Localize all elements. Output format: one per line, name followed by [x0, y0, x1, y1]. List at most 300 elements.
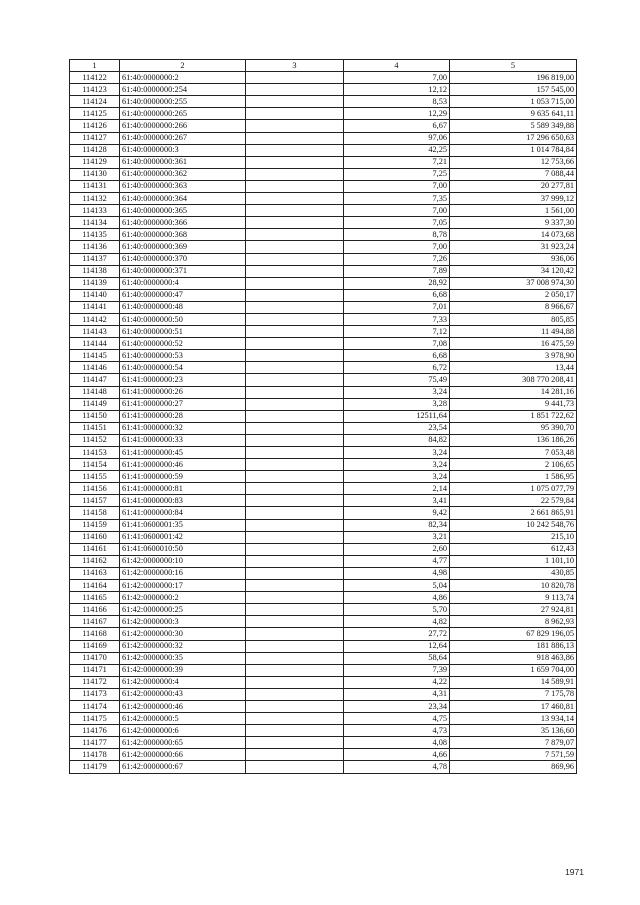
area-value-cell: 75,49	[344, 374, 450, 386]
table-row	[70, 217, 577, 229]
row-number-cell: 114145	[70, 350, 120, 362]
amount-value-cell: 2 106,65	[450, 459, 577, 471]
empty-cell	[246, 84, 344, 96]
empty-cell	[246, 132, 344, 144]
cadastral-number-cell: 61:40:0000000:53	[120, 350, 246, 362]
cadastral-number-cell: 61:40:0000000:364	[120, 193, 246, 205]
amount-value-cell: 2 661 865,91	[450, 507, 577, 519]
table-row	[70, 507, 577, 519]
header-col-5: 5	[450, 60, 577, 72]
empty-cell	[246, 700, 344, 712]
area-value-cell: 7,12	[344, 326, 450, 338]
area-value-cell: 7,35	[344, 193, 450, 205]
header-col-4: 4	[344, 60, 450, 72]
table-row	[70, 326, 577, 338]
amount-value-cell: 1 053 715,00	[450, 96, 577, 108]
area-value-cell: 6,67	[344, 120, 450, 132]
area-value-cell: 7,21	[344, 156, 450, 168]
area-value-cell: 4,22	[344, 676, 450, 688]
amount-value-cell: 215,10	[450, 531, 577, 543]
cadastral-number-cell: 61:40:0000000:362	[120, 168, 246, 180]
row-number-cell: 114174	[70, 700, 120, 712]
area-value-cell: 6,68	[344, 289, 450, 301]
area-value-cell: 5,04	[344, 580, 450, 592]
empty-cell	[246, 386, 344, 398]
area-value-cell: 7,01	[344, 301, 450, 313]
empty-cell	[246, 398, 344, 410]
area-value-cell: 27,72	[344, 628, 450, 640]
area-value-cell: 4,98	[344, 567, 450, 579]
table-row	[70, 338, 577, 350]
row-number-cell: 114159	[70, 519, 120, 531]
table-row	[70, 628, 577, 640]
amount-value-cell: 9 337,30	[450, 217, 577, 229]
cadastral-number-cell: 61:41:0000000:83	[120, 495, 246, 507]
table-row	[70, 531, 577, 543]
area-value-cell: 12511,64	[344, 410, 450, 422]
page-number: 1971	[565, 867, 584, 877]
area-value-cell: 4,73	[344, 725, 450, 737]
empty-cell	[246, 543, 344, 555]
empty-cell	[246, 471, 344, 483]
empty-cell	[246, 277, 344, 289]
empty-cell	[246, 350, 344, 362]
table-row	[70, 301, 577, 313]
cadastral-number-cell: 61:40:0000000:52	[120, 338, 246, 350]
table-row	[70, 725, 577, 737]
amount-value-cell: 7 053,48	[450, 447, 577, 459]
row-number-cell: 114124	[70, 96, 120, 108]
cadastral-number-cell: 61:41:0000000:26	[120, 386, 246, 398]
table-row	[70, 495, 577, 507]
empty-cell	[246, 96, 344, 108]
empty-cell	[246, 229, 344, 241]
amount-value-cell: 136 186,26	[450, 434, 577, 446]
data-table-container	[69, 59, 576, 774]
table-row	[70, 580, 577, 592]
amount-value-cell: 13,44	[450, 362, 577, 374]
table-row	[70, 168, 577, 180]
amount-value-cell: 1 075 077,79	[450, 483, 577, 495]
empty-cell	[246, 168, 344, 180]
area-value-cell: 5,70	[344, 604, 450, 616]
cadastral-number-cell: 61:42:0000000:32	[120, 640, 246, 652]
cadastral-number-cell: 61:42:0000000:5	[120, 713, 246, 725]
area-value-cell: 3,24	[344, 471, 450, 483]
empty-cell	[246, 737, 344, 749]
amount-value-cell: 430,85	[450, 567, 577, 579]
area-value-cell: 12,64	[344, 640, 450, 652]
empty-cell	[246, 180, 344, 192]
table-row	[70, 386, 577, 398]
row-number-cell: 114135	[70, 229, 120, 241]
row-number-cell: 114164	[70, 580, 120, 592]
cadastral-number-cell: 61:42:0000000:39	[120, 664, 246, 676]
empty-cell	[246, 193, 344, 205]
empty-cell	[246, 217, 344, 229]
empty-cell	[246, 555, 344, 567]
table-row	[70, 434, 577, 446]
amount-value-cell: 37 999,12	[450, 193, 577, 205]
table-row	[70, 229, 577, 241]
data-table	[69, 59, 577, 774]
table-row	[70, 676, 577, 688]
cadastral-number-cell: 61:41:0000000:23	[120, 374, 246, 386]
area-value-cell: 23,54	[344, 422, 450, 434]
table-row	[70, 362, 577, 374]
amount-value-cell: 8 962,93	[450, 616, 577, 628]
amount-value-cell: 16 475,59	[450, 338, 577, 350]
table-row	[70, 688, 577, 700]
row-number-cell: 114167	[70, 616, 120, 628]
row-number-cell: 114126	[70, 120, 120, 132]
cadastral-number-cell: 61:42:0000000:35	[120, 652, 246, 664]
area-value-cell: 3,28	[344, 398, 450, 410]
table-row	[70, 749, 577, 761]
area-value-cell: 8,53	[344, 96, 450, 108]
amount-value-cell: 1 561,00	[450, 205, 577, 217]
table-row	[70, 132, 577, 144]
empty-cell	[246, 156, 344, 168]
cadastral-number-cell: 61:42:0000000:16	[120, 567, 246, 579]
header-col-1: 1	[70, 60, 120, 72]
row-number-cell: 114140	[70, 289, 120, 301]
row-number-cell: 114161	[70, 543, 120, 555]
table-row	[70, 616, 577, 628]
empty-cell	[246, 567, 344, 579]
empty-cell	[246, 616, 344, 628]
cadastral-number-cell: 61:40:0000000:363	[120, 180, 246, 192]
amount-value-cell: 20 277,81	[450, 180, 577, 192]
cadastral-number-cell: 61:41:0000000:46	[120, 459, 246, 471]
empty-cell	[246, 301, 344, 313]
amount-value-cell: 12 753,66	[450, 156, 577, 168]
amount-value-cell: 7 088,44	[450, 168, 577, 180]
cadastral-number-cell: 61:41:0000000:45	[120, 447, 246, 459]
row-number-cell: 114170	[70, 652, 120, 664]
cadastral-number-cell: 61:40:0000000:254	[120, 84, 246, 96]
area-value-cell: 28,92	[344, 277, 450, 289]
empty-cell	[246, 410, 344, 422]
empty-cell	[246, 326, 344, 338]
amount-value-cell: 9 635 641,11	[450, 108, 577, 120]
amount-value-cell: 8 966,67	[450, 301, 577, 313]
cadastral-number-cell: 61:40:0000000:50	[120, 313, 246, 325]
amount-value-cell: 14 073,68	[450, 229, 577, 241]
table-row	[70, 664, 577, 676]
cadastral-number-cell: 61:41:0000000:27	[120, 398, 246, 410]
empty-cell	[246, 72, 344, 84]
header-row	[70, 60, 577, 72]
area-value-cell: 4,77	[344, 555, 450, 567]
amount-value-cell: 35 136,60	[450, 725, 577, 737]
cadastral-number-cell: 61:41:0000000:32	[120, 422, 246, 434]
header-col-3: 3	[246, 60, 344, 72]
cadastral-number-cell: 61:42:0000000:6	[120, 725, 246, 737]
row-number-cell: 114148	[70, 386, 120, 398]
empty-cell	[246, 604, 344, 616]
header-col-2: 2	[120, 60, 246, 72]
row-number-cell: 114165	[70, 592, 120, 604]
cadastral-number-cell: 61:40:0000000:51	[120, 326, 246, 338]
area-value-cell: 82,34	[344, 519, 450, 531]
table-row	[70, 313, 577, 325]
row-number-cell: 114144	[70, 338, 120, 350]
cadastral-number-cell: 61:41:0600010:50	[120, 543, 246, 555]
empty-cell	[246, 313, 344, 325]
row-number-cell: 114166	[70, 604, 120, 616]
cadastral-number-cell: 61:42:0000000:2	[120, 592, 246, 604]
row-number-cell: 114177	[70, 737, 120, 749]
amount-value-cell: 869,96	[450, 761, 577, 773]
amount-value-cell: 10 242 548,76	[450, 519, 577, 531]
area-value-cell: 7,00	[344, 180, 450, 192]
row-number-cell: 114133	[70, 205, 120, 217]
amount-value-cell: 95 390,70	[450, 422, 577, 434]
row-number-cell: 114122	[70, 72, 120, 84]
cadastral-number-cell: 61:40:0000000:3	[120, 144, 246, 156]
amount-value-cell: 1 586,95	[450, 471, 577, 483]
area-value-cell: 23,34	[344, 700, 450, 712]
area-value-cell: 7,33	[344, 313, 450, 325]
empty-cell	[246, 108, 344, 120]
row-number-cell: 114153	[70, 447, 120, 459]
amount-value-cell: 918 463,86	[450, 652, 577, 664]
empty-cell	[246, 422, 344, 434]
area-value-cell: 42,25	[344, 144, 450, 156]
cadastral-number-cell: 61:40:0000000:361	[120, 156, 246, 168]
amount-value-cell: 181 886,13	[450, 640, 577, 652]
area-value-cell: 12,12	[344, 84, 450, 96]
table-row	[70, 108, 577, 120]
area-value-cell: 4,82	[344, 616, 450, 628]
table-row	[70, 410, 577, 422]
amount-value-cell: 1 659 704,00	[450, 664, 577, 676]
area-value-cell: 12,29	[344, 108, 450, 120]
row-number-cell: 114162	[70, 555, 120, 567]
cadastral-number-cell: 61:41:0000000:28	[120, 410, 246, 422]
empty-cell	[246, 205, 344, 217]
cadastral-number-cell: 61:42:0000000:67	[120, 761, 246, 773]
row-number-cell: 114172	[70, 676, 120, 688]
cadastral-number-cell: 61:40:0000000:370	[120, 253, 246, 265]
empty-cell	[246, 144, 344, 156]
empty-cell	[246, 434, 344, 446]
amount-value-cell: 9 113,74	[450, 592, 577, 604]
row-number-cell: 114147	[70, 374, 120, 386]
area-value-cell: 4,31	[344, 688, 450, 700]
cadastral-number-cell: 61:40:0000000:255	[120, 96, 246, 108]
table-row	[70, 265, 577, 277]
cadastral-number-cell: 61:40:0000000:369	[120, 241, 246, 253]
row-number-cell: 114123	[70, 84, 120, 96]
amount-value-cell: 11 494,88	[450, 326, 577, 338]
area-value-cell: 6,68	[344, 350, 450, 362]
amount-value-cell: 7 571,59	[450, 749, 577, 761]
amount-value-cell: 14 589,91	[450, 676, 577, 688]
area-value-cell: 9,42	[344, 507, 450, 519]
area-value-cell: 3,24	[344, 447, 450, 459]
table-row	[70, 543, 577, 555]
amount-value-cell: 196 819,00	[450, 72, 577, 84]
area-value-cell: 7,39	[344, 664, 450, 676]
table-row	[70, 72, 577, 84]
empty-cell	[246, 507, 344, 519]
row-number-cell: 114156	[70, 483, 120, 495]
amount-value-cell: 13 934,14	[450, 713, 577, 725]
amount-value-cell: 805,85	[450, 313, 577, 325]
row-number-cell: 114152	[70, 434, 120, 446]
cadastral-number-cell: 61:42:0000000:66	[120, 749, 246, 761]
table-row	[70, 483, 577, 495]
amount-value-cell: 31 923,24	[450, 241, 577, 253]
table-row	[70, 519, 577, 531]
table-row	[70, 567, 577, 579]
row-number-cell: 114137	[70, 253, 120, 265]
cadastral-number-cell: 61:42:0000000:46	[120, 700, 246, 712]
amount-value-cell: 37 008 974,30	[450, 277, 577, 289]
empty-cell	[246, 338, 344, 350]
amount-value-cell: 17 296 650,63	[450, 132, 577, 144]
amount-value-cell: 67 829 196,05	[450, 628, 577, 640]
table-row	[70, 180, 577, 192]
cadastral-number-cell: 61:41:0000000:59	[120, 471, 246, 483]
empty-cell	[246, 652, 344, 664]
table-row	[70, 193, 577, 205]
table-row	[70, 277, 577, 289]
table-row	[70, 205, 577, 217]
empty-cell	[246, 241, 344, 253]
row-number-cell: 114136	[70, 241, 120, 253]
amount-value-cell: 1 851 722,62	[450, 410, 577, 422]
row-number-cell: 114130	[70, 168, 120, 180]
empty-cell	[246, 725, 344, 737]
empty-cell	[246, 688, 344, 700]
table-row	[70, 398, 577, 410]
row-number-cell: 114163	[70, 567, 120, 579]
area-value-cell: 4,86	[344, 592, 450, 604]
area-value-cell: 6,72	[344, 362, 450, 374]
amount-value-cell: 7 175,78	[450, 688, 577, 700]
row-number-cell: 114142	[70, 313, 120, 325]
table-row	[70, 144, 577, 156]
cadastral-number-cell: 61:40:0000000:366	[120, 217, 246, 229]
table-row	[70, 350, 577, 362]
area-value-cell: 84,82	[344, 434, 450, 446]
area-value-cell: 3,41	[344, 495, 450, 507]
empty-cell	[246, 289, 344, 301]
table-row	[70, 737, 577, 749]
area-value-cell: 7,05	[344, 217, 450, 229]
row-number-cell: 114178	[70, 749, 120, 761]
area-value-cell: 7,00	[344, 241, 450, 253]
empty-cell	[246, 640, 344, 652]
amount-value-cell: 2 050,17	[450, 289, 577, 301]
table-row	[70, 761, 577, 773]
table-row	[70, 555, 577, 567]
area-value-cell: 7,00	[344, 72, 450, 84]
cadastral-number-cell: 61:41:0000000:33	[120, 434, 246, 446]
row-number-cell: 114131	[70, 180, 120, 192]
cadastral-number-cell: 61:40:0000000:54	[120, 362, 246, 374]
empty-cell	[246, 362, 344, 374]
cadastral-number-cell: 61:42:0000000:43	[120, 688, 246, 700]
cadastral-number-cell: 61:42:0000000:17	[120, 580, 246, 592]
row-number-cell: 114157	[70, 495, 120, 507]
empty-cell	[246, 676, 344, 688]
row-number-cell: 114146	[70, 362, 120, 374]
table-row	[70, 84, 577, 96]
amount-value-cell: 27 924,81	[450, 604, 577, 616]
empty-cell	[246, 120, 344, 132]
empty-cell	[246, 519, 344, 531]
row-number-cell: 114169	[70, 640, 120, 652]
cadastral-number-cell: 61:42:0000000:25	[120, 604, 246, 616]
area-value-cell: 7,89	[344, 265, 450, 277]
table-row	[70, 96, 577, 108]
area-value-cell: 2,60	[344, 543, 450, 555]
area-value-cell: 58,64	[344, 652, 450, 664]
cadastral-number-cell: 61:41:0000000:81	[120, 483, 246, 495]
empty-cell	[246, 495, 344, 507]
area-value-cell: 2,14	[344, 483, 450, 495]
amount-value-cell: 10 820,78	[450, 580, 577, 592]
row-number-cell: 114176	[70, 725, 120, 737]
table-row	[70, 289, 577, 301]
empty-cell	[246, 628, 344, 640]
amount-value-cell: 7 879,07	[450, 737, 577, 749]
amount-value-cell: 9 441,73	[450, 398, 577, 410]
row-number-cell: 114154	[70, 459, 120, 471]
area-value-cell: 3,24	[344, 386, 450, 398]
cadastral-number-cell: 61:42:0000000:4	[120, 676, 246, 688]
cadastral-number-cell: 61:40:0000000:267	[120, 132, 246, 144]
area-value-cell: 7,25	[344, 168, 450, 180]
area-value-cell: 7,00	[344, 205, 450, 217]
table-row	[70, 471, 577, 483]
empty-cell	[246, 459, 344, 471]
table-row	[70, 253, 577, 265]
amount-value-cell: 17 460,81	[450, 700, 577, 712]
table-row	[70, 374, 577, 386]
empty-cell	[246, 531, 344, 543]
cadastral-number-cell: 61:40:0000000:266	[120, 120, 246, 132]
cadastral-number-cell: 61:40:0000000:265	[120, 108, 246, 120]
table-row	[70, 700, 577, 712]
row-number-cell: 114149	[70, 398, 120, 410]
amount-value-cell: 308 770 208,41	[450, 374, 577, 386]
row-number-cell: 114132	[70, 193, 120, 205]
empty-cell	[246, 265, 344, 277]
row-number-cell: 114175	[70, 713, 120, 725]
empty-cell	[246, 253, 344, 265]
cadastral-number-cell: 61:41:0600001:35	[120, 519, 246, 531]
amount-value-cell: 14 281,16	[450, 386, 577, 398]
row-number-cell: 114125	[70, 108, 120, 120]
cadastral-number-cell: 61:40:0000000:47	[120, 289, 246, 301]
row-number-cell: 114129	[70, 156, 120, 168]
row-number-cell: 114155	[70, 471, 120, 483]
table-row	[70, 592, 577, 604]
row-number-cell: 114171	[70, 664, 120, 676]
amount-value-cell: 157 545,00	[450, 84, 577, 96]
cadastral-number-cell: 61:40:0000000:368	[120, 229, 246, 241]
empty-cell	[246, 713, 344, 725]
area-value-cell: 3,21	[344, 531, 450, 543]
empty-cell	[246, 664, 344, 676]
table-header	[70, 60, 577, 72]
cadastral-number-cell: 61:41:0000000:84	[120, 507, 246, 519]
